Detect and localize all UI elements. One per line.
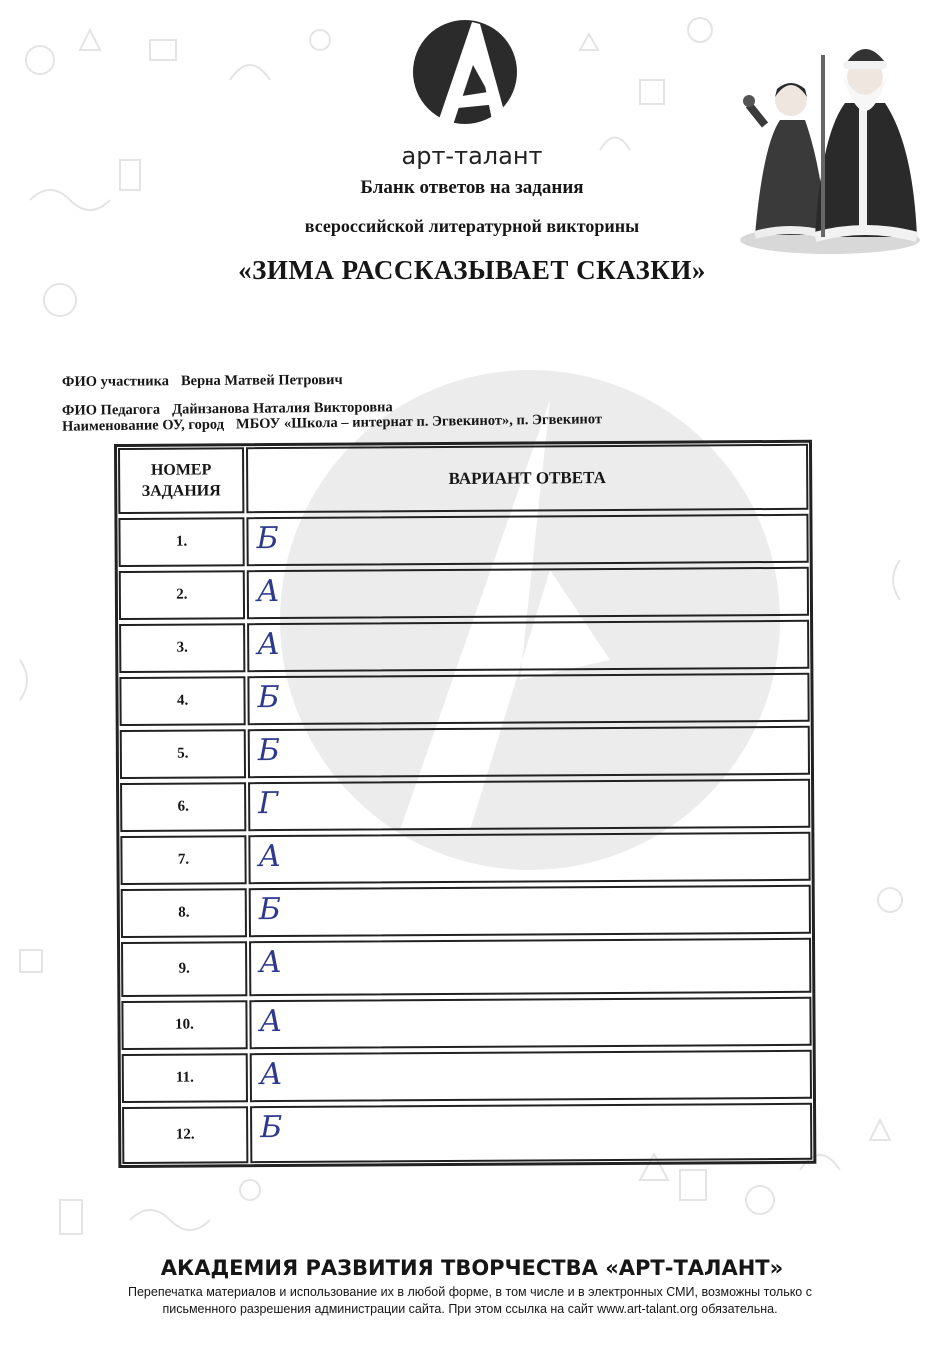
handwritten-answer: А (256, 574, 280, 610)
table-header-row (118, 444, 808, 514)
table-row (122, 1103, 812, 1164)
task-number: 6. (120, 782, 246, 832)
handwritten-answer: Г (258, 786, 279, 822)
footer-note-line1: Перепечатка материалов и использование их в любой форме, в том числе и в электронных СМИ, возможны только с (127, 1285, 812, 1299)
table-row (119, 673, 809, 726)
handwritten-answer: А (259, 945, 282, 981)
answer-cell (248, 779, 810, 831)
father-frost-illustration (735, 25, 925, 255)
task-number: 3. (119, 623, 245, 673)
answer-cell (247, 673, 809, 725)
handwritten-answer: А (257, 627, 281, 663)
column-header-number (118, 447, 244, 514)
task-number: 8. (121, 888, 247, 938)
answer-cell (250, 1050, 812, 1102)
teacher-label: ФИО Педагога (61, 401, 161, 419)
participant-value: Верна Матвей Петрович (180, 372, 343, 390)
school-value: МБОУ «Школа – интернат п. Эгвекинот», п. Эгвекинот (235, 411, 603, 433)
handwritten-answer: Б (256, 521, 279, 557)
table-row (118, 514, 808, 567)
column-header-number-line2: ЗАДАНИЯ (141, 482, 221, 500)
answer-cell (247, 567, 809, 619)
handwritten-answer: А (258, 839, 282, 875)
answer-cell (250, 1103, 812, 1163)
table-row (121, 885, 811, 938)
answer-table (118, 444, 812, 1168)
footer-title: АКАДЕМИЯ РАЗВИТИЯ ТВОРЧЕСТВА «АРТ-ТАЛАНТ» (160, 1256, 784, 1280)
participant-label: ФИО участника (61, 373, 170, 390)
answer-cell (248, 726, 810, 778)
table-row (119, 620, 809, 673)
footer-note (70, 1284, 870, 1318)
handwritten-answer: Б (257, 680, 280, 716)
handwritten-answer: Б (260, 1110, 283, 1146)
table-row (119, 567, 809, 620)
task-number: 1. (118, 517, 244, 567)
task-number: 5. (120, 729, 246, 779)
handwritten-answer: А (259, 1057, 283, 1093)
answer-cell (249, 938, 811, 996)
participant-row (62, 372, 343, 391)
answer-cell (246, 514, 808, 566)
task-number: 9. (121, 941, 247, 997)
quiz-title: «ЗИМА РАССКАЗЫВАЕТ СКАЗКИ» (238, 255, 706, 285)
handwritten-answer: Б (258, 892, 281, 928)
task-number: 12. (122, 1106, 248, 1164)
column-header-number-line1: НОМЕР (150, 461, 212, 479)
answer-cell (247, 620, 809, 672)
table-row (120, 832, 810, 885)
table-row (121, 997, 811, 1050)
brand-name: арт-талант (401, 142, 543, 170)
column-header-answer: ВАРИАНТ ОТВЕТА (246, 444, 808, 513)
handwritten-answer: А (259, 1004, 283, 1040)
task-number: 11. (122, 1053, 248, 1103)
teacher-value: Дайнзанова Наталия Викторовна (171, 399, 393, 418)
answer-cell (249, 997, 811, 1049)
task-number: 7. (120, 835, 246, 885)
task-number: 4. (119, 676, 245, 726)
table-row (122, 1050, 812, 1103)
table-row (120, 779, 810, 832)
answer-cell (249, 885, 811, 937)
form-subtitle: всероссийской литературной викторины (304, 216, 640, 236)
table-row (120, 726, 810, 779)
task-number: 2. (119, 570, 245, 620)
table-row (121, 938, 811, 997)
art-talant-logo (410, 10, 520, 150)
footer-note-line2: письменного разрешения администрации сайта. При этом ссылка на сайт www.art-talant.org обязательна. (162, 1302, 778, 1316)
form-title: Бланк ответов на задания (360, 177, 584, 198)
handwritten-answer: Б (257, 733, 281, 769)
answer-cell (248, 832, 810, 884)
task-number: 10. (121, 1000, 247, 1050)
school-label: Наименование ОУ, город (61, 416, 225, 435)
